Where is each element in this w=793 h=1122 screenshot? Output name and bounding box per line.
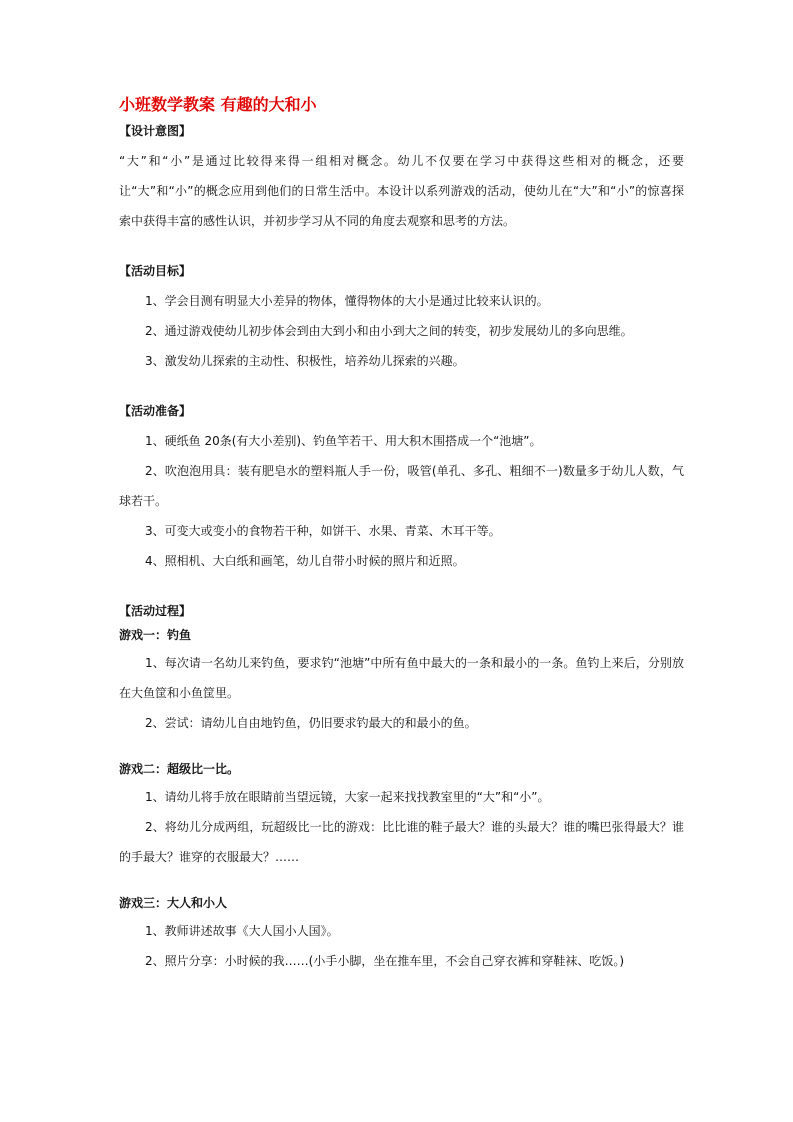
preparation-item: 1、硬纸鱼 20条(有大小差别)、钓鱼竿若干、用大积木围搭成一个“池塘”。 — [145, 434, 542, 448]
game3-item: 1、教师讲述故事《大人国小人国》。 — [145, 924, 339, 938]
document-title: 小班数学教案 有趣的大和小 — [119, 95, 317, 114]
game3-title: 游戏三：大人和小人 — [119, 896, 228, 910]
document-content — [119, 94, 684, 976]
design-intent-heading: 【设计意图】 — [119, 124, 192, 138]
game2-item: 2、将幼儿分成两组，玩超级比一比的游戏：比比谁的鞋子最大？谁的头最大？谁的嘴巴张得最大？谁的手最大？谁穿的衣服最大？…… — [119, 820, 684, 864]
game2-title: 游戏二：超级比一比。 — [119, 762, 240, 776]
preparation-item: 3、可变大或变小的食物若干种，如饼干、水果、青菜、木耳干等。 — [145, 524, 501, 538]
game2-item: 1、请幼儿将手放在眼睛前当望远镜，大家一起来找找教室里的“大”和“小”。 — [145, 790, 550, 804]
goal-item: 1、学会目测有明显大小差异的物体，懂得物体的大小是通过比较来认识的。 — [145, 294, 549, 308]
preparation-item: 2、吹泡泡用具：装有肥皂水的塑料瓶人手一份，吸管(单孔、多孔、粗细不一)数量多于幼儿人数，气球若干。 — [119, 464, 684, 508]
goals-heading: 【活动目标】 — [119, 264, 192, 278]
goal-item: 2、通过游戏使幼儿初步体会到由大到小和由小到大之间的转变，初步发展幼儿的多向思维。 — [145, 324, 633, 338]
design-intent-text: “大”和“小”是通过比较得来得一组相对概念。幼儿不仅要在学习中获得这些相对的概念，还要让“大”和“小”的概念应用到他们的日常生活中。本设计以系列游戏的活动，使幼儿在“大”和“小”的惊喜探索中获得丰富的感性认识，并初步学习从不同的角度去观察和思考的方法。 — [119, 154, 684, 228]
game3-item: 2、照片分享：小时候的我……(小手小脚，坐在推车里，不会自己穿衣裤和穿鞋袜、吃饭。) — [145, 954, 625, 968]
process-heading: 【活动过程】 — [119, 604, 192, 618]
game1-item: 1、每次请一名幼儿来钓鱼，要求钓“池塘”中所有鱼中最大的一条和最小的一条。鱼钓上来后，分别放在大鱼筐和小鱼筐里。 — [119, 656, 684, 700]
preparation-item: 4、照相机、大白纸和画笔，幼儿自带小时候的照片和近照。 — [145, 554, 465, 568]
game1-title: 游戏一：钓鱼 — [119, 628, 192, 642]
preparation-heading: 【活动准备】 — [119, 404, 192, 418]
game1-item: 2、尝试：请幼儿自由地钓鱼，仍旧要求钓最大的和最小的鱼。 — [145, 716, 477, 730]
goal-item: 3、激发幼儿探索的主动性、积极性，培养幼儿探索的兴趣。 — [145, 354, 465, 368]
